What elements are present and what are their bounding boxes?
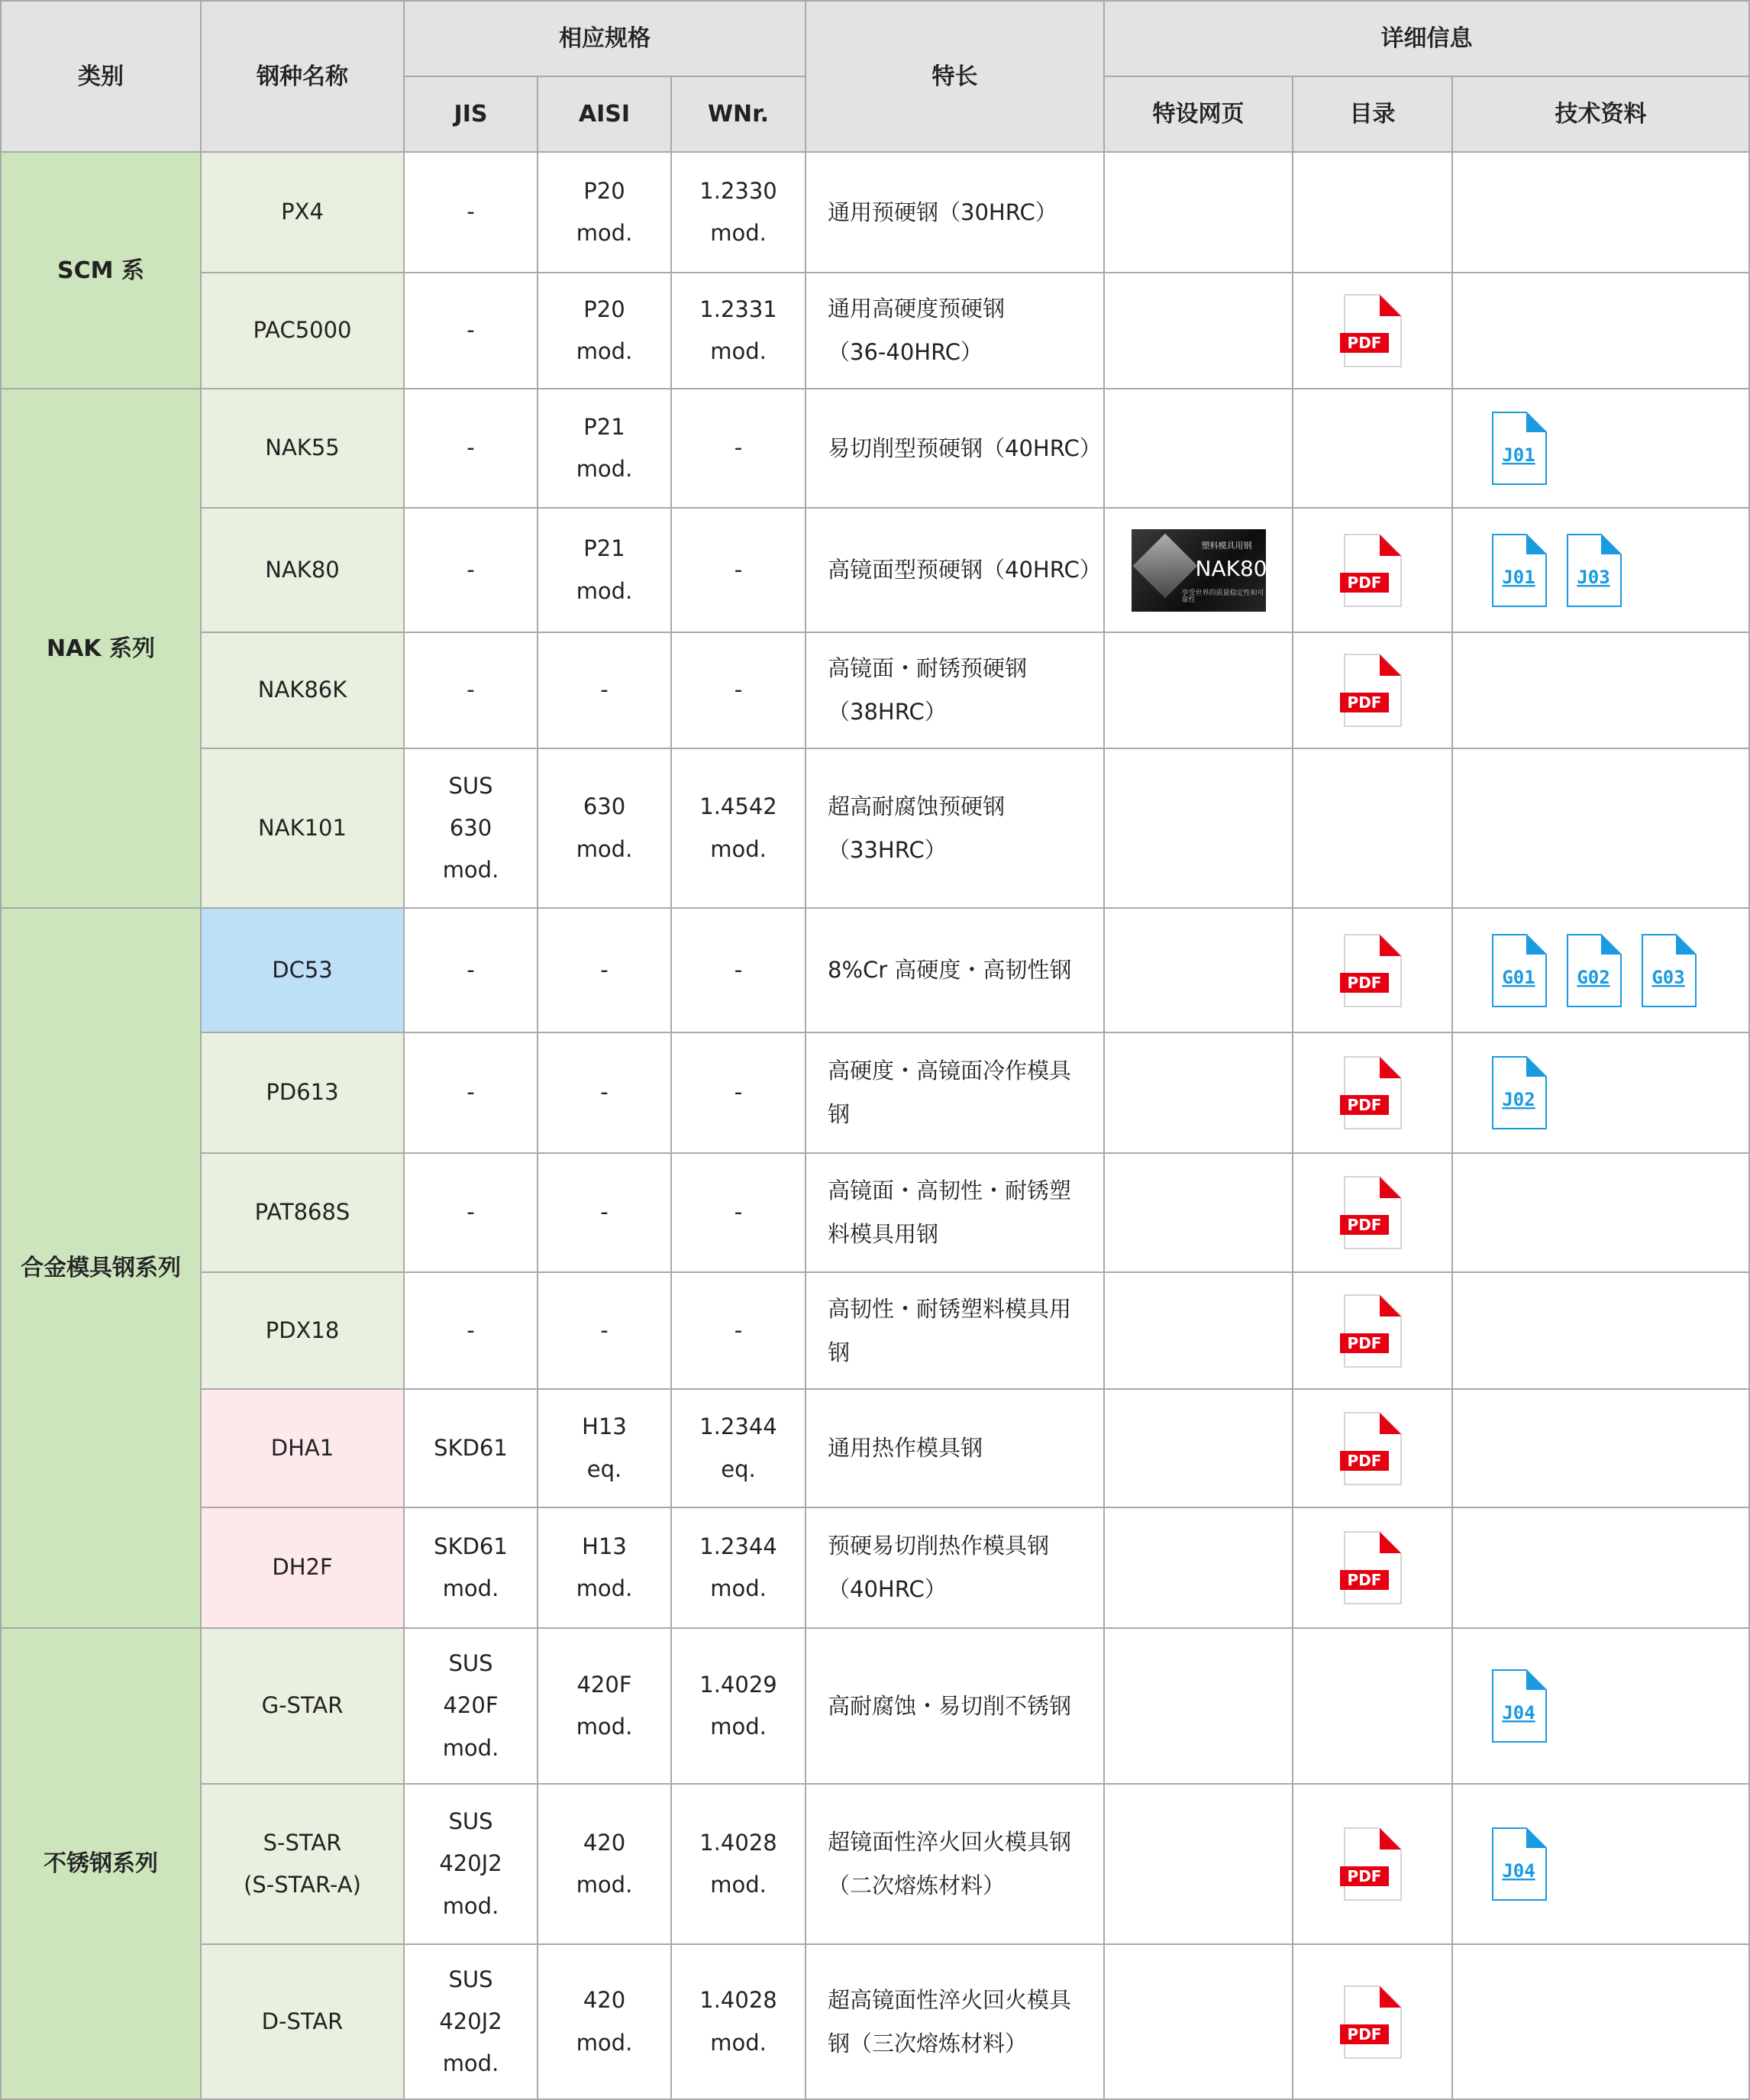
table-row [1, 1944, 1749, 2099]
tech-docs-cell [1452, 908, 1749, 1032]
pdf-icon-label: PDF [1347, 1333, 1381, 1352]
jis-cell: - [404, 1272, 538, 1389]
special-page-cell [1104, 1944, 1293, 2099]
aisi-cell: P21 mod. [538, 389, 671, 508]
special-page-cell [1104, 1389, 1293, 1507]
table-row [1, 1628, 1749, 1784]
jis-cell: - [404, 632, 538, 748]
aisi-cell: - [538, 1032, 671, 1153]
jis-cell: - [404, 1153, 538, 1272]
catalog-cell [1293, 1032, 1452, 1153]
jis-cell: SUS 630 mod. [404, 748, 538, 908]
header-category: 类别 [1, 1, 201, 152]
category-cell: SCM 系 [1, 152, 201, 389]
feature-cell: 通用高硬度预硬钢 （36-40HRC） [806, 273, 1104, 389]
jis-cell: SUS 420J2 mod. [404, 1784, 538, 1944]
tech-doc-icon[interactable] [1490, 411, 1548, 486]
special-page-cell [1104, 389, 1293, 508]
table-row [1, 632, 1749, 748]
aisi-cell: - [538, 1272, 671, 1389]
wnr-cell: 1.4542 mod. [671, 748, 806, 908]
special-page-cell [1104, 748, 1293, 908]
tech-doc-label: J01 [1502, 444, 1535, 466]
feature-cell: 预硬易切削热作模具钢 （40HRC） [806, 1507, 1104, 1628]
catalog-cell [1293, 1272, 1452, 1389]
tech-docs-cell [1452, 1784, 1749, 1944]
aisi-cell: P20 mod. [538, 273, 671, 389]
feature-cell: 高镜面・耐锈预硬钢 （38HRC） [806, 632, 1104, 748]
special-page-cell [1104, 908, 1293, 1032]
header-aisi: AISI [538, 76, 671, 152]
tech-docs-cell [1452, 1272, 1749, 1389]
tech-docs-cell [1452, 389, 1749, 508]
feature-cell: 超高耐腐蚀预硬钢 （33HRC） [806, 748, 1104, 908]
tech-doc-icon[interactable] [1490, 1669, 1548, 1743]
pdf-icon-label: PDF [1347, 1216, 1381, 1234]
feature-cell: 高硬度・高镜面冷作模具 钢 [806, 1032, 1104, 1153]
wnr-cell: 1.2344 mod. [671, 1507, 806, 1628]
jis-cell: SKD61 [404, 1389, 538, 1507]
header-spec-group: 相应规格 [404, 1, 806, 76]
aisi-cell: 630 mod. [538, 748, 671, 908]
catalog-cell [1293, 908, 1452, 1032]
aisi-cell: P21 mod. [538, 508, 671, 632]
header-special-page: 特设网页 [1104, 76, 1293, 152]
pdf-icon[interactable] [1340, 1411, 1406, 1486]
tech-docs-cell [1452, 273, 1749, 389]
wnr-cell: - [671, 1032, 806, 1153]
tech-doc-label: J02 [1502, 1089, 1535, 1110]
catalog-cell [1293, 508, 1452, 632]
tech-doc-icon[interactable] [1490, 933, 1548, 1008]
pdf-icon-label: PDF [1347, 573, 1381, 592]
pdf-icon[interactable] [1340, 933, 1406, 1008]
feature-cell: 超镜面性淬火回火模具钢 （二次熔炼材料） [806, 1784, 1104, 1944]
aisi-cell: 420 mod. [538, 1784, 671, 1944]
pdf-icon[interactable] [1340, 653, 1406, 728]
header-details-group: 详细信息 [1104, 1, 1749, 76]
feature-cell: 高镜面・高韧性・耐锈塑 料模具用钢 [806, 1153, 1104, 1272]
catalog-cell [1293, 1507, 1452, 1628]
steel-name-cell: G-STAR [201, 1628, 404, 1784]
steel-name-cell: DH2F [201, 1507, 404, 1628]
pdf-icon-label: PDF [1347, 2024, 1381, 2043]
jis-cell: SUS 420J2 mod. [404, 1944, 538, 2099]
tech-docs-cell [1452, 508, 1749, 632]
catalog-cell [1293, 632, 1452, 748]
tech-docs-cell [1452, 1389, 1749, 1507]
wnr-cell: - [671, 1153, 806, 1272]
pdf-icon-label: PDF [1347, 973, 1381, 992]
pdf-icon[interactable] [1340, 1530, 1406, 1605]
special-page-cell [1104, 632, 1293, 748]
jis-cell: - [404, 273, 538, 389]
steel-name-cell: PAC5000 [201, 273, 404, 389]
category-cell: 合金模具钢系列 [1, 908, 201, 1628]
pdf-icon-label: PDF [1347, 1867, 1381, 1885]
tech-docs-cell [1452, 1628, 1749, 1784]
steel-name-cell: D-STAR [201, 1944, 404, 2099]
tech-doc-icon[interactable] [1639, 933, 1697, 1008]
pdf-icon[interactable] [1340, 1985, 1406, 2060]
special-page-cell [1104, 1507, 1293, 1628]
special-page-cell [1104, 508, 1293, 632]
steel-name-cell: PX4 [201, 152, 404, 273]
feature-cell: 通用热作模具钢 [806, 1389, 1104, 1507]
header-jis: JIS [404, 76, 538, 152]
tech-doc-icon[interactable] [1490, 1055, 1548, 1130]
special-page-cell [1104, 1032, 1293, 1153]
steel-name-cell: S-STAR (S-STAR-A) [201, 1784, 404, 1944]
tech-docs-cell [1452, 1944, 1749, 2099]
tech-doc-label: J04 [1502, 1860, 1535, 1882]
wnr-cell: 1.2344 eq. [671, 1389, 806, 1507]
tech-doc-label: G03 [1652, 966, 1685, 988]
jis-cell: - [404, 152, 538, 273]
steel-name-cell: PAT868S [201, 1153, 404, 1272]
tech-doc-icon[interactable] [1490, 1827, 1548, 1901]
header-tech-docs: 技术资料 [1452, 76, 1749, 152]
pdf-icon-label: PDF [1347, 1451, 1381, 1470]
feature-cell: 易切削型预硬钢（40HRC） [806, 389, 1104, 508]
jis-cell: - [404, 908, 538, 1032]
wnr-cell: - [671, 508, 806, 632]
steel-name-cell: NAK55 [201, 389, 404, 508]
catalog-cell [1293, 1944, 1452, 2099]
tech-docs-cell [1452, 1032, 1749, 1153]
table-row [1, 1153, 1749, 1272]
special-page-cell [1104, 273, 1293, 389]
table-row [1, 1032, 1749, 1153]
table-row [1, 1784, 1749, 1944]
pdf-icon[interactable] [1340, 293, 1406, 368]
category-cell: 不锈钢系列 [1, 1628, 201, 2099]
table-row [1, 508, 1749, 632]
catalog-cell [1293, 1784, 1452, 1944]
category-cell: NAK 系列 [1, 389, 201, 908]
jis-cell: SKD61 mod. [404, 1507, 538, 1628]
wnr-cell: 1.4028 mod. [671, 1944, 806, 2099]
pdf-icon-label: PDF [1347, 334, 1381, 352]
catalog-cell [1293, 152, 1452, 273]
tech-doc-icon[interactable] [1490, 533, 1548, 608]
steel-name-cell: NAK80 [201, 508, 404, 632]
feature-cell: 高韧性・耐锈塑料模具用 钢 [806, 1272, 1104, 1389]
tech-doc-icon[interactable] [1564, 933, 1622, 1008]
aisi-cell: 420F mod. [538, 1628, 671, 1784]
steel-name-cell: PD613 [201, 1032, 404, 1153]
header-catalog: 目录 [1293, 76, 1452, 152]
jis-cell: - [404, 508, 538, 632]
pdf-icon[interactable] [1340, 1827, 1406, 1901]
aisi-cell: - [538, 1153, 671, 1272]
jis-cell: - [404, 1032, 538, 1153]
steel-name-cell: NAK101 [201, 748, 404, 908]
tech-doc-label: J03 [1577, 566, 1610, 588]
aisi-cell: P20 mod. [538, 152, 671, 273]
tech-doc-icon[interactable] [1564, 533, 1622, 608]
feature-cell: 通用预硬钢（30HRC） [806, 152, 1104, 273]
special-page-thumbnail[interactable]: 塑料模具用钢 NAK80 享受世界的质量稳定性和可靠性 [1132, 529, 1266, 612]
tech-doc-label: G01 [1502, 966, 1535, 988]
pdf-icon[interactable] [1340, 533, 1406, 608]
jis-cell: - [404, 389, 538, 508]
catalog-cell [1293, 748, 1452, 908]
feature-cell: 8%Cr 高硬度・高韧性钢 [806, 908, 1104, 1032]
aisi-cell: - [538, 908, 671, 1032]
jis-cell: SUS 420F mod. [404, 1628, 538, 1784]
special-page-cell [1104, 1784, 1293, 1944]
tech-docs-cell [1452, 632, 1749, 748]
wnr-cell: - [671, 1272, 806, 1389]
pdf-icon-label: PDF [1347, 1096, 1381, 1114]
header-feature: 特长 [806, 1, 1104, 152]
steel-name-cell: DC53 [201, 908, 404, 1032]
header-steel-name: 钢种名称 [201, 1, 404, 152]
pdf-icon-label: PDF [1347, 1571, 1381, 1589]
pdf-icon[interactable] [1340, 1294, 1406, 1368]
catalog-cell [1293, 1153, 1452, 1272]
table-row [1, 152, 1749, 273]
catalog-cell [1293, 1628, 1452, 1784]
special-page-cell [1104, 1272, 1293, 1389]
table-body [1, 152, 1749, 2099]
aisi-cell: 420 mod. [538, 1944, 671, 2099]
wnr-cell: 1.2330 mod. [671, 152, 806, 273]
catalog-cell [1293, 389, 1452, 508]
catalog-cell [1293, 1389, 1452, 1507]
special-page-cell [1104, 1153, 1293, 1272]
wnr-cell: - [671, 632, 806, 748]
pdf-icon[interactable] [1340, 1175, 1406, 1250]
special-page-cell [1104, 152, 1293, 273]
aisi-cell: H13 mod. [538, 1507, 671, 1628]
tech-doc-label: G02 [1577, 966, 1610, 988]
wnr-cell: - [671, 908, 806, 1032]
pdf-icon-label: PDF [1347, 693, 1381, 712]
tech-docs-cell [1452, 1153, 1749, 1272]
pdf-icon[interactable] [1340, 1055, 1406, 1130]
table-row [1, 1272, 1749, 1389]
table-row [1, 389, 1749, 508]
steel-name-cell: DHA1 [201, 1389, 404, 1507]
tech-docs-cell [1452, 748, 1749, 908]
tech-doc-label: J04 [1502, 1702, 1535, 1724]
feature-cell: 高耐腐蚀・易切削不锈钢 [806, 1628, 1104, 1784]
feature-cell: 超高镜面性淬火回火模具 钢（三次熔炼材料） [806, 1944, 1104, 2099]
tech-docs-cell [1452, 1507, 1749, 1628]
wnr-cell: - [671, 389, 806, 508]
steel-name-cell: NAK86K [201, 632, 404, 748]
tech-doc-label: J01 [1502, 566, 1535, 588]
aisi-cell: H13 eq. [538, 1389, 671, 1507]
table-row [1, 748, 1749, 908]
catalog-cell [1293, 273, 1452, 389]
table-row [1, 1507, 1749, 1628]
wnr-cell: 1.4029 mod. [671, 1628, 806, 1784]
steel-name-cell: PDX18 [201, 1272, 404, 1389]
tech-docs-cell [1452, 152, 1749, 273]
special-page-cell [1104, 1628, 1293, 1784]
table-row [1, 908, 1749, 1032]
table-row [1, 273, 1749, 389]
wnr-cell: 1.2331 mod. [671, 273, 806, 389]
wnr-cell: 1.4028 mod. [671, 1784, 806, 1944]
header-wnr: WNr. [671, 76, 806, 152]
table-row [1, 1389, 1749, 1507]
aisi-cell: - [538, 632, 671, 748]
feature-cell: 高镜面型预硬钢（40HRC） [806, 508, 1104, 632]
